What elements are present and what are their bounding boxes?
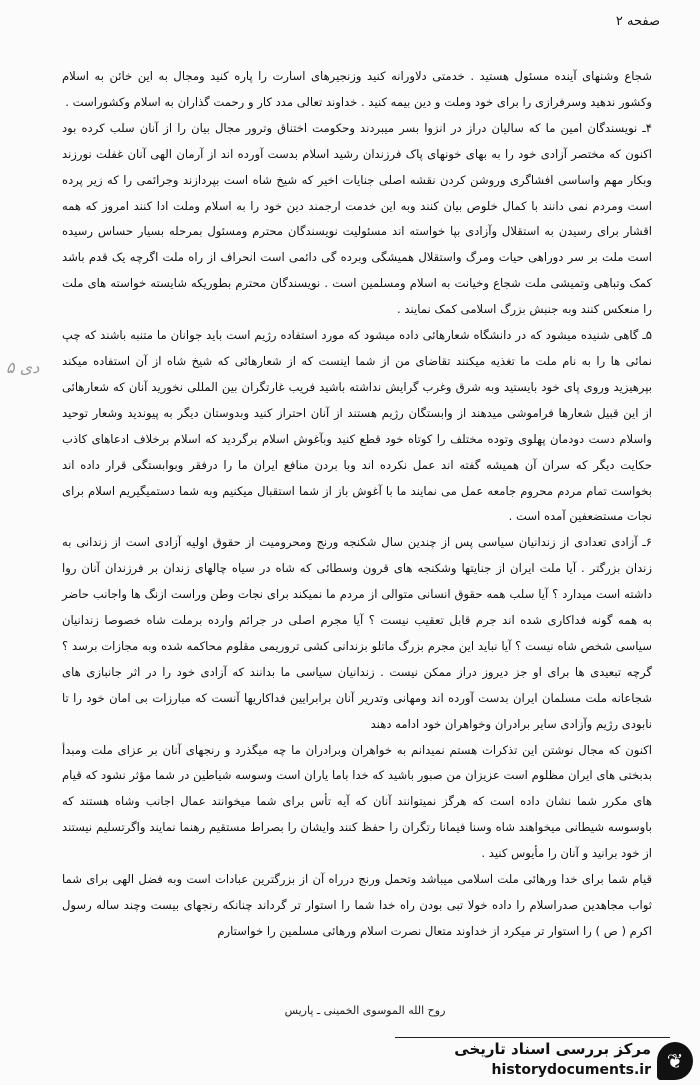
watermark-title: مرکز بررسی اسناد تاریخی	[454, 1040, 651, 1058]
document-body	[62, 64, 652, 945]
paragraph-5: اکنون که مجال نوشتن این تذکرات هستم نمیدانم به خواهران وبرادران ما چه میگذرد و رنجهای آنان بر عزای ملت ومبدأ بدبختی های ایران مظلوم است عزیزان من صبور باشید که خدا باما یاران است وسوسه شیاطین در شما مؤثر نشود که قیام های مکرر شما نشان داده است که هرگز نمیتوانند آنان که آیه تأس برای شما میخوانند عمال اجانب وشاه هستند که باوسوسه شیطانی میخواهند شاه وسنا فیمانا رتگران را حفظ کنند وایشان را بصراط مستقیم رهنما نمایند واگرتسلیم نیستند از خود برانید و آنان را مأیوس کنید .	[62, 742, 652, 861]
watermark-divider	[395, 1037, 670, 1038]
margin-annotation: دی ۵	[6, 358, 40, 377]
archive-logo-icon: ❦	[657, 1042, 693, 1080]
signature-line: روح الله الموسوی الخمینی ـ پاریس	[284, 1004, 446, 1017]
paragraph-6: قیام شما برای خدا ورهائی ملت اسلامی میباشد وتحمل ورنج درراه آن از بزرگترین عبادات است وبه فضل الهی برای شما ثواب مجاهدین صدراسلام را داده خولا تبی بودن راه خدا شما را استوار تر گرداند چنانکه رنجهای بیست وچند ساله رسول اکرم ( ص ) را استوار تر میکرد از خداوند متعال نصرت اسلام ورهائی مسلمین را خواستارم	[62, 872, 652, 938]
watermark-url: historydocuments.ir	[491, 1062, 651, 1078]
paragraph-3: ۵ـ گاهی شنیده میشود که در دانشگاه شعارهائی داده میشود که مورد استفاده رژیم است باید جوانان ما متنبه باشند که چپ نمائی ها را به نام ملت ما تغذیه میکنند تقاضای من از شما اینست که از شعارهائی که شیخ شاه از آن استفاده میکند بپرهیزید وروی پای خود بایستید وبه شرق وغرب گرایش نداشته باشید فریب غارتگران بین المللی نخورید آنان که شعارهائی از این قبیل شعارها فراموشی میدهند از وابستگان رژیم هستند از آنان احتراز کنید وبدوستان دیگر به پیوندید وشعار توحید واسلام دست دودمان پهلوی وتوده مختلف را کوتاه خود قطع کنید وبآغوش اسلام برگردید که اسلام برخلاف ادعاهای کاذب حکایت دیگر که سران آن همیشه گفته اند عمل نکرده اند وبا بردن منافع ایران ما را درفقر وبوابستگی قرار داده اند بخواست تمام مردم محروم جامعه عمل می نمایند ما با آغوش باز از شما استقبال میکنیم وبه شما دستمیگیریم اسلام برای نجات مستضعفین آمده است .	[62, 328, 652, 524]
paragraph-4: ۶ـ آزادی تعدادی از زندانیان سیاسی پس از چندین سال شکنجه ورنج ومحرومیت از حقوق اولیه آزادی است از زندانی به زندان بزرگتر . آیا ملت ایران از جنایتها وشکنجه های قرون وسطائی که شاه در سیاه چالهای زندان بر فرزندان آنان روا داشته است میدارد ؟ آیا سلب همه حقوق انسانی متوالی از مردم ما نمیکند برای نجات وطن وراست ازنگ ها واجانب حاضر به همه گونه فداکاری شده اند جرم قابل تعقیب نیست ؟ آیا مجرم اصلی در جرائم وارده برملت شاه خصوصا زندانیان سیاسی شخص شاه نیست ؟ آیا نباید این مجرم بزرگ ماتلو بزندانی کشی تروریمی مقلوم محاکمه شده وبه مجازات برسد ؟ گرچه تبعیدی ها برای او جز دیروز دراز ممکن نیست . زندانیان سیاسی ما بدانند که آزادی خود را در اثر جانبازی های شجاعانه ملت مسلمان ایران بدست آورده اند ومهانی وتدریر آنان برابرایین فداکاریها آنست که مبارزات بی امان خود را تا نابودی رژیم وآزادی سایر برادران وخواهران خود ادامه دهند	[62, 535, 652, 731]
paragraph-2: ۴ـ نویسندگان امین ما که سالیان دراز در انزوا بسر میبردند وحکومت اختناق وترور مجال بیان را از آنان سلب کرده بود اکنون که مختصر آزادی خود را به بهای خونهای پاک فرزندان رشید اسلام بدست آورده اند از آرمان الهی آنان غفلت نورزند وبکار مهم واساسی افشاگری وروشن کردن نقشه اصلی جنایات اخیر که شیخ شاه است بپردازند وجرائمی را که زیر پرده است ومردم نمی دانند با کمال خلوص بیان کنند وبه این خدمت ارجمند دین خود را به اسلام وملت ادا کنند امروز که همه اقشار برای رسیدن به استقلال وآزادی بپا خواسته اند مسئولیت نویسندگان محترم ومسئول بمرحله بسیار حساس رسیده است ملت بر سر دوراهی حیات ومرگ واستقلال همیشگی وبرده گی دائمی است انحراف از راه ملت اگرچه یک قدم باشد کمک وتباهی وتمیشی ملت شجاع وخیانت به اسلام ومسلمین است . نویسندگان محترم بطوریکه شایسته خواسته های ملت را منعکس کنند وبه جنبش بزرگ اسلامی کمک نمایند .	[62, 120, 652, 317]
paragraph-1: شجاع وشنهای آینده مسئول هستید . خدمتی دلاورانه کنید وزنجیرهای اسارت را پاره کنید ومجال به این خائن به اسلام وکشور ندهید وسرفرازی را برای خود وملت و دین بیمه کنید . خداوند تعالی مدد کار و رحمت گذاران به اسلام وکشوراست .	[62, 69, 652, 109]
archive-watermark	[410, 1040, 695, 1084]
page-number: صفحه ۲	[615, 14, 660, 29]
